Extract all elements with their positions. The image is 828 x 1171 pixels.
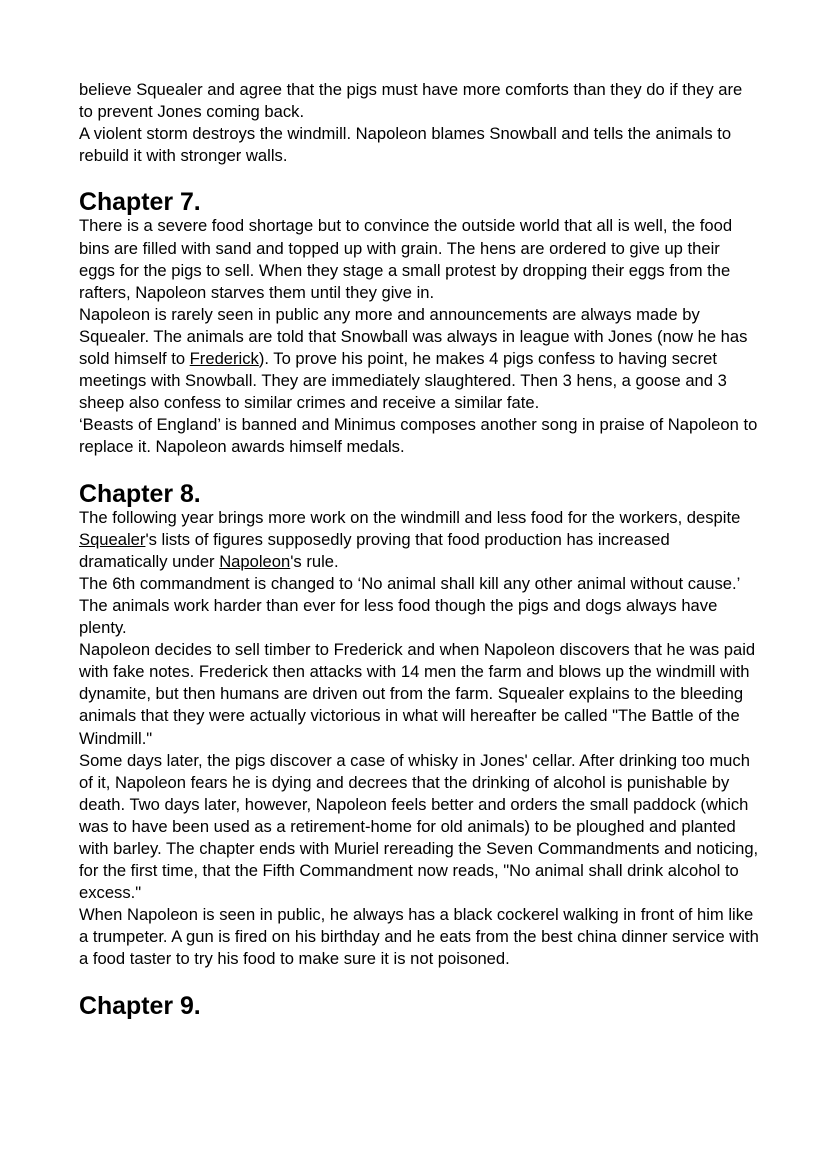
paragraph-text: 's rule.: [290, 551, 339, 571]
paragraph-text: Napoleon is rarely seen in public any more and announcements are always made by Squealer. The animals are told that Snowball was always in league with Jones (now he has sold himself to: [79, 304, 748, 369]
paragraph: Napoleon decides to sell timber to Frederick and when Napoleon discovers that he was paid with fake notes. Frederick then attacks with 14 men the farm and blows up the windmill with dynamite, but then humans are driven out from the farm. Squealer explains to the bleeding animals that they were actually victorious in what will hereafter be called "The Battle of the Windmill.": [79, 640, 756, 748]
chapter-heading: Chapter 9.: [79, 991, 201, 1020]
paragraph: Some days later, the pigs discover a case of whisky in Jones' cellar. After drinking too much of it, Napoleon fears he is dying and decrees that the drinking of alcohol is punishable by death. Two days later, however, Napoleon feels better and orders the small paddock (which was to have been used as a retirement-home for old animals) to be ploughed and planted with barley. The chapter ends with Muriel rereading the Seven Commandments and noticing, for the first time, that the Fifth Commandment now reads, "No animal shall drink alcohol to excess.": [79, 750, 759, 903]
chapter-heading: Chapter 7.: [79, 188, 201, 217]
paragraph: There is a severe food shortage but to convince the outside world that all is well, the food bins are filled with sand and topped up with grain. The hens are ordered to give up their eggs for the pigs to sell. When they stage a small protest by dropping their eggs from the rafters, Napoleon starves them until they give in.: [79, 216, 733, 302]
paragraph: A violent storm destroys the windmill. Napoleon blames Snowball and tells the animals to rebuild it with stronger walls.: [79, 124, 732, 166]
paragraph: believe Squealer and agree that the pigs must have more comforts than they do if they are to prevent Jones coming back.: [79, 80, 743, 122]
paragraph: The animals work harder than ever for less food though the pigs and dogs always have plenty.: [79, 595, 718, 638]
chapter-7-section: [79, 188, 759, 458]
paragraph: When Napoleon is seen in public, he always has a black cockerel walking in front of him like a trumpeter. A gun is fired on his birthday and he eats from the best china dinner service with a food taster to try his food to make sure it is not poisoned.: [79, 905, 759, 969]
paragraph: The 6th commandment is changed to ‘No animal shall kill any other animal without cause.’: [79, 573, 741, 593]
paragraph: [79, 304, 759, 414]
chapter-heading: Chapter 8.: [79, 479, 201, 508]
chapter-8-section: [79, 479, 759, 971]
paragraph: ‘Beasts of England’ is banned and Minimus composes another song in praise of Napoleon to replace it. Napoleon awards himself medals.: [79, 415, 758, 457]
intro-section: [79, 79, 759, 167]
frederick-link[interactable]: Frederick: [189, 349, 259, 369]
napoleon-link[interactable]: Napoleon: [219, 551, 291, 571]
paragraph-text: ). To prove his point, he makes 4 pigs confess to having secret meetings with Snowball. They are immediately slaughtered. Then 3 hens, a goose and 3 sheep also confess to similar crimes and receive a similar fate.: [79, 349, 727, 413]
paragraph-text: The following year brings more work on the windmill and less food for the workers, despite: [79, 507, 741, 527]
squealer-link[interactable]: Squealer: [79, 529, 146, 549]
paragraph-text: 's lists of figures supposedly proving that food production has increased dramatically under: [79, 529, 670, 571]
chapter-9-section: [79, 991, 759, 1020]
paragraph: [79, 507, 759, 573]
document-page: [79, 79, 759, 1019]
